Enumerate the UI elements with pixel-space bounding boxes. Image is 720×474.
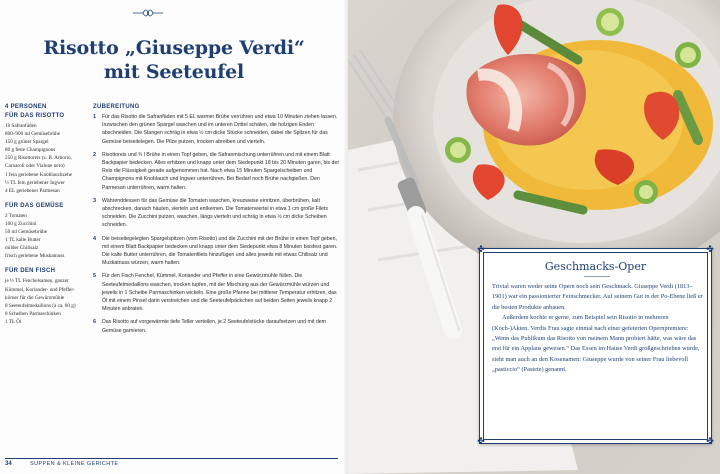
info-box-title: Geschmacks-Oper: [544, 260, 647, 273]
step-text: Die beiseitegelegten Spargelspitzen (vom Risotto) und die Zucchini mit der Brühe in einen Topf geben, mit einem Blatt Backpapier bedecken und knapp unter dem Siedepunkt etwa 8 Minuten bissfest garen. Die kalte Butter unterrühren, die Tomatenfilets hinzufügen und alles jeweils mit etwas Chilisalz und Muskatnuss würzen, warm halten.: [102, 235, 338, 267]
ingredient-item: frisch geriebene Muskatnuss: [5, 253, 65, 260]
preparation-step: [93, 272, 343, 313]
ingredient-item: 10 Safranfäden: [5, 123, 37, 129]
preparation-column: [93, 104, 343, 340]
ingredient-item: 2 Tomaten: [5, 212, 27, 219]
ingredient-list-fish: [5, 277, 89, 326]
preparation-step: [93, 197, 343, 230]
ingredient-item: 150 g grüner Spargel: [5, 139, 49, 146]
fleuron-icon: ✤: [706, 437, 714, 447]
step-number: 2: [93, 151, 97, 158]
ingredient-item: 1 fein geriebene Knoblauchzehe: [5, 171, 72, 178]
preparation-step: [93, 151, 343, 192]
ingredient-list-risotto: [5, 122, 89, 195]
fleuron-icon: ✤: [706, 245, 714, 255]
preparation-step: [93, 235, 343, 268]
ingredient-item: 4 EL geriebener Parmesan: [5, 187, 60, 194]
page-number: 34: [5, 461, 12, 467]
step-text: Währenddessen für das Gemüse die Tomaten waschen, kreuzweise einritzen, überbrühen, kalt abschrecken, danach häuten, vierteln und entkernen. Die Tomatenviertel in etwa 1 cm große Filets schneiden. Die Zucchini putzen, waschen, längs vierteln und schräg in etwa ½ cm dicke Scheiben schneiden.: [102, 197, 328, 229]
preparation-step: [93, 318, 343, 334]
page-footer: [0, 456, 348, 474]
footer-rule: [5, 458, 338, 459]
ingredient-item: 100 g Zucchini: [5, 220, 37, 227]
step-text: Das Risotto auf vorgewärmte tiefe Teller verteilen, je 2 Seeteufelstücke daraufsetzen und mit dem Gemüse garnieren.: [102, 319, 326, 334]
info-box-paragraph: Außerdem kochte er gerne, zum Beispiel sein Risotto in mehreren (Koch-)Akten. Verdis Frau sagte einmal nach einer gefeierten Opernpremiere: „Wenn das Publikum das Risotto von meinem Mann probiert hätte, was wäre das erst für ein Applaus gewesen.“ Das Essen im Hause Verdi großgeschrieben wurde, sieht man auch an den Kosenamen: Giuseppe wurde von seiner Frau liebevoll „pasticcio“ (Pastete) genannt.: [492, 314, 700, 374]
step-number: 5: [93, 273, 97, 280]
ingredient-section-heading: FÜR DAS RISOTTO: [5, 113, 65, 119]
info-box-paragraph: Trivial waren weder seine Opern noch sein Geschmack. Giuseppe Verdi (1813–1901) war ein passionierter Feinschmecker. Auf seinem Gut in der Po-Ebene ließ er die besten Produkte anbauen.: [492, 283, 703, 311]
ingredient-section-heading: FÜR DAS GEMÜSE: [5, 202, 64, 209]
ingredient-item: milder Chilisalz: [5, 245, 39, 252]
recipe-title-line2: mit Seeteufel: [103, 61, 245, 83]
ingredient-item: 8 Seeteufelmedaillons (à ca. 60 g): [5, 302, 76, 309]
step-number: 6: [93, 319, 97, 326]
step-number: 3: [93, 197, 97, 204]
ingredient-item: 80 g feste Champignons: [5, 147, 56, 154]
step-text: Für den Fisch Fenchel, Kümmel, Koriander und Pfeffer in eine Gewürzmühle füllen. Die Seeteufelmedaillons waschen, trocken tupfen, mit der Mischung aus der Gewürzmühle würzen und jeweils in 1 Scheibe Parmaschinken wickeln. Eine große Pfanne bei mittlerer Temperatur erhitzen, das Öl mit einem Pinsel darin verstreichen und die Seeteufelpäckchen auf beiden Seiten jeweils knapp 2 Minuten anbraten.: [102, 273, 337, 313]
ingredient-item: 1 TL Öl: [5, 318, 22, 325]
info-box: [477, 245, 714, 447]
ingredient-item: 250 g Risottoreis (z. B. Arborio, Carnaroli oder Vialone nero): [5, 155, 72, 170]
info-box-body: [492, 282, 704, 376]
ornament-icon: [131, 8, 165, 18]
running-head: SUPPEN & KLEINE GERICHTE: [30, 461, 119, 467]
ingredient-item: 50 ml Gemüsebrühe: [5, 229, 48, 236]
step-text: Für das Risotto die Safranfäden mit 5 EL warmer Brühe verrühren und etwa 10 Minuten ziehen lassen. Inzwischen den grünen Spargel waschen und im unteren Drittel schälen, die holzigen Enden abschneiden. Die Stangen schräg in etwa ½ cm dicke Stücke schneiden, dabei die Spitzen für das Gemüse beiseitelegen. Die Pilze putzen, trocken abreiben und vierteln.: [102, 114, 338, 145]
step-number: 1: [93, 114, 97, 120]
ingredient-item: 800–900 ml Gemüsebrühe: [5, 131, 61, 138]
recipe-title-line1: Risotto „Giuseppe Verdi“: [43, 37, 305, 59]
step-text: Risottoreis und ¾ l Brühe in einen Topf geben, die Safranmischung unterrühren und mit einem Blatt Backpapier bedecken. Alles erhitzen und knapp unter dem Siedepunkt 18 bis 20 Minuten garen, bis der Reis die Flüssigkeit gerade aufgenommen hat. Nach etwa 15 Minuten Spargelscheiben und Champignons mit Knoblauch und Ingwer unterrühren. Bei Bedarf noch Brühe nachgießen. Den Parmesan unterrühren, warm halten.: [102, 151, 340, 191]
fleuron-icon: ✤: [477, 245, 485, 255]
step-number: 4: [93, 235, 97, 242]
ingredient-list-vegetables: [5, 212, 89, 261]
preparation-step: [93, 113, 343, 146]
preparation-steps: [93, 113, 343, 335]
ingredient-item: 8 Scheiben Parmaschinken: [5, 310, 61, 317]
preparation-heading: ZUBEREITUNG: [93, 104, 140, 110]
ingredient-item: ½ TL fein geriebener Ingwer: [5, 179, 65, 186]
info-box-divider: [584, 276, 610, 277]
recipe-page: [0, 0, 348, 474]
ingredients-column: [5, 104, 89, 334]
servings-heading: 4 PERSONEN: [5, 104, 47, 110]
ingredient-section-heading: FÜR DEN FISCH: [5, 268, 56, 275]
ingredient-item: je ½ TL Fenchelsamen, ganzer Kümmel, Koriander- und Pfeffer- körner für die Gewürzmühle: [5, 278, 75, 301]
recipe-title: [0, 36, 348, 84]
ingredient-item: 1 TL kalte Butter: [5, 237, 41, 244]
fleuron-icon: ✤: [477, 437, 485, 447]
